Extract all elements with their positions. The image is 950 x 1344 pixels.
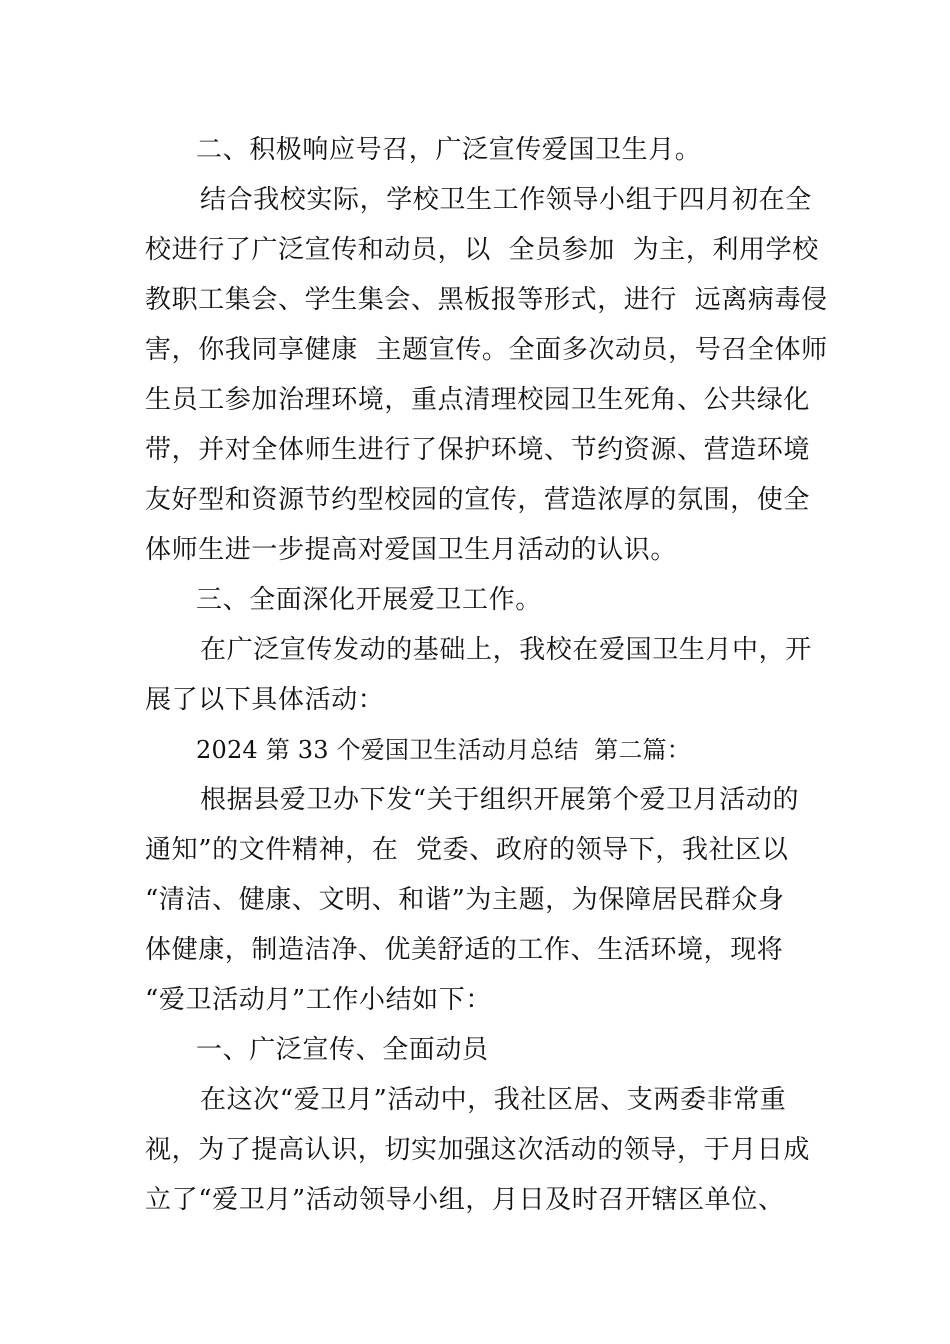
paragraph-line: 体师生进一步提高对爱国卫生月活动的认识。 [145, 535, 678, 565]
paragraph-line: 带，并对全体师生进行了保护环境、节约资源、营造环境 [145, 435, 811, 465]
paragraph-line: 展了以下具体活动： [145, 685, 385, 715]
paragraph-line: 生员工参加治理环境，重点清理校园卫生死角、公共绿化 [145, 385, 811, 415]
paragraph-line: 立了“爱卫月”活动领导小组，月日及时召开辖区单位、 [145, 1185, 785, 1215]
paragraph-line: 体健康，制造洁净、优美舒适的工作、生活环境，现将 [145, 935, 784, 965]
paragraph-line: 在这次“爱卫月”活动中，我社区居、支两委非常重 [200, 1085, 787, 1115]
paragraph-line: 友好型和资源节约型校园的宣传，营造浓厚的氛围，使全 [145, 485, 811, 515]
paragraph-line: 结合我校实际，学校卫生工作领导小组于四月初在全 [200, 185, 812, 215]
section-heading-1: 一、广泛宣传、全面动员 [196, 1035, 489, 1065]
paragraph-line: 害，你我同享健康 主题宣传。全面多次动员，号召全体师 [145, 335, 828, 365]
paragraph-line: 校进行了广泛宣传和动员，以 全员参加 为主，利用学校 [145, 235, 819, 265]
paragraph-line: 根据县爱卫办下发“关于组织开展第个爱卫月活动的 [200, 785, 800, 815]
paragraph-line: 在广泛宣传发动的基础上，我校在爱国卫生月中，开 [200, 635, 812, 665]
paragraph-line: 视，为了提高认识，切实加强这次活动的领导，于月日成 [145, 1135, 811, 1165]
section-heading-3: 三、全面深化开展爱卫工作。 [196, 585, 542, 615]
paragraph-line: “爱卫活动月”工作小结如下： [145, 985, 492, 1015]
paragraph-line: “清洁、健康、文明、和谐”为主题，为保障居民群众身 [145, 885, 785, 915]
section-heading-2: 二、积极响应号召，广泛宣传爱国卫生月。 [196, 135, 702, 165]
paragraph-line: 通知”的文件精神，在 党委、政府的领导下，我社区以 [145, 835, 789, 865]
article-subtitle: 2024 第 33 个爱国卫生活动月总结 第二篇： [196, 736, 691, 764]
paragraph-line: 教职工集会、学生集会、黑板报等形式，进行 远离病毒侵 [145, 285, 828, 315]
